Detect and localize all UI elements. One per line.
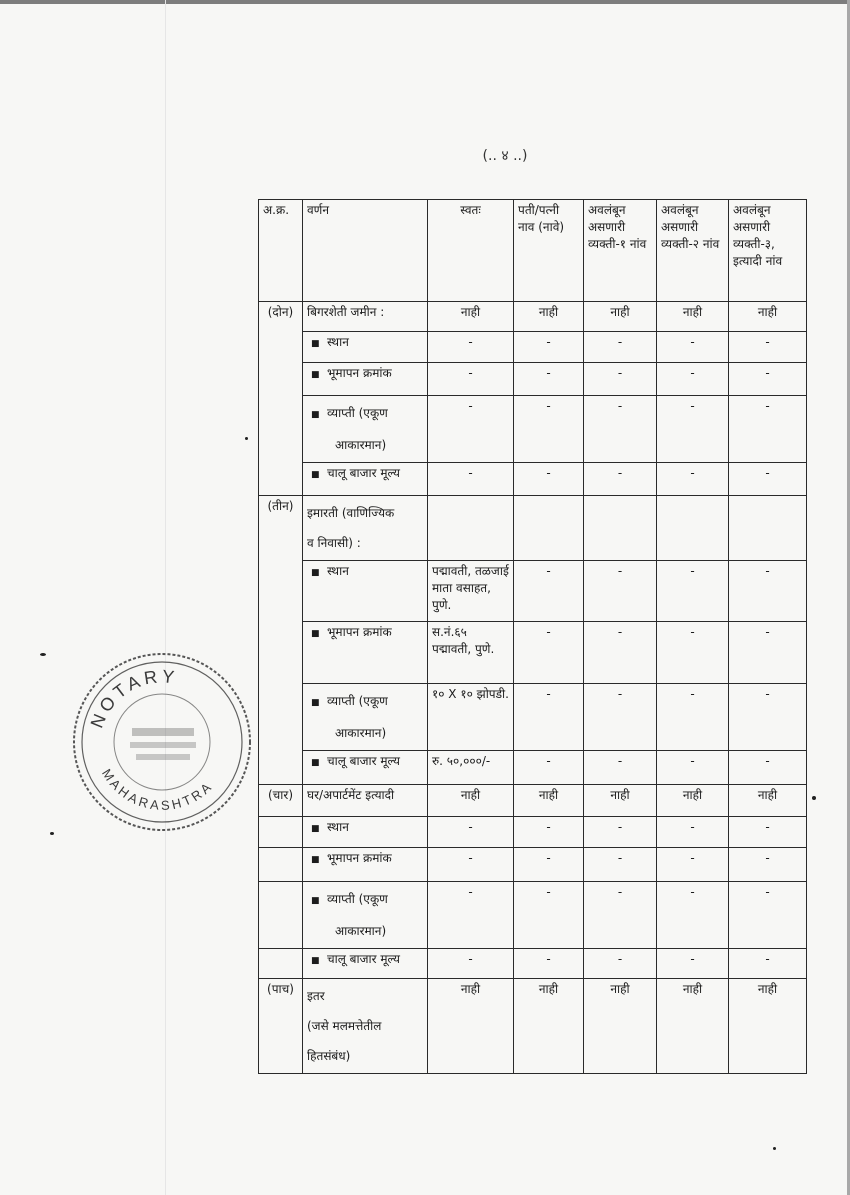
value-cell: - xyxy=(729,622,807,684)
serial-cell xyxy=(259,882,303,949)
value-cell: - xyxy=(729,561,807,622)
notary-stamp xyxy=(70,650,255,835)
value-cell: - xyxy=(657,684,729,751)
value-cell: - xyxy=(514,848,584,882)
value-cell: - xyxy=(584,848,657,882)
bullet-icon: ■ xyxy=(311,824,320,834)
serial-cell xyxy=(259,463,303,496)
table-row xyxy=(259,848,807,882)
section-title: घर/अपार्टमेंट इत्यादी xyxy=(303,785,428,817)
row-label-cell xyxy=(303,332,428,363)
value-cell: १० X १० झोपडी. xyxy=(428,684,514,751)
page-number: (.. ४ ..) xyxy=(482,148,528,164)
value-cell: - xyxy=(729,332,807,363)
serial-cell: (दोन) xyxy=(259,302,303,332)
table-row xyxy=(259,396,807,463)
value-cell: - xyxy=(514,622,584,684)
value-cell: पद्मावती, तळजाई माता वसाहत, पुणे. xyxy=(428,561,514,622)
table-row xyxy=(259,949,807,979)
value-cell: - xyxy=(428,332,514,363)
bullet-icon: ■ xyxy=(311,855,320,865)
serial-cell xyxy=(259,622,303,684)
table-row xyxy=(259,684,807,751)
table-row xyxy=(259,463,807,496)
header-description: वर्णन xyxy=(303,200,428,302)
value-cell: - xyxy=(729,848,807,882)
value-cell: - xyxy=(428,463,514,496)
table-row xyxy=(259,751,807,785)
row-label: चालू बाजार मूल्य xyxy=(327,952,400,966)
value-cell: - xyxy=(729,363,807,396)
table-row xyxy=(259,332,807,363)
value-cell: नाही xyxy=(657,302,729,332)
header-spouse: पती/पत्नी नाव (नावे) xyxy=(514,200,584,302)
value-cell: - xyxy=(514,396,584,463)
serial-cell xyxy=(259,396,303,463)
value-cell: - xyxy=(657,751,729,785)
value-cell xyxy=(657,496,729,561)
value-cell: - xyxy=(657,363,729,396)
serial-cell xyxy=(259,949,303,979)
value-cell: - xyxy=(584,882,657,949)
serial-cell: (तीन) xyxy=(259,496,303,561)
value-cell: नाही xyxy=(584,979,657,1074)
section-title-line-3: हितसंबंध) xyxy=(307,1049,351,1063)
serial-cell xyxy=(259,751,303,785)
bullet-icon: ■ xyxy=(311,758,320,768)
table-header-row xyxy=(259,200,807,302)
value-cell: - xyxy=(584,561,657,622)
section-title xyxy=(303,979,428,1074)
table-row xyxy=(259,882,807,949)
section-title-line-2: (जसे मलमत्तेतील xyxy=(307,1019,382,1033)
value-cell: - xyxy=(657,463,729,496)
table-row xyxy=(259,785,807,817)
value-cell: - xyxy=(584,396,657,463)
section-title-line-2: व निवासी) : xyxy=(307,536,361,550)
bullet-icon: ■ xyxy=(311,698,320,708)
value-cell: - xyxy=(584,363,657,396)
value-cell: - xyxy=(514,684,584,751)
bullet-icon: ■ xyxy=(311,470,320,480)
value-cell: - xyxy=(514,332,584,363)
row-label-continued: आकारमान) xyxy=(335,438,387,452)
value-cell: - xyxy=(584,817,657,848)
scan-speck xyxy=(50,832,54,835)
row-label-cell xyxy=(303,848,428,882)
value-cell: - xyxy=(514,882,584,949)
section-title: बिगरशेती जमीन : xyxy=(303,302,428,332)
value-cell: - xyxy=(514,463,584,496)
row-label-continued: आकारमान) xyxy=(335,726,387,740)
value-cell: - xyxy=(428,363,514,396)
table-row xyxy=(259,979,807,1074)
header-dependent-1: अवलंबून असणारी व्यक्ती-१ नांव xyxy=(584,200,657,302)
value-cell: नाही xyxy=(657,785,729,817)
value-cell: - xyxy=(729,684,807,751)
stamp-text-bottom: MAHARASHTRA xyxy=(99,766,216,814)
bullet-icon: ■ xyxy=(311,339,320,349)
scan-edge-top xyxy=(0,0,850,4)
section-title-line-1: इमारती (वाणिज्यिक xyxy=(307,506,395,520)
scan-speck xyxy=(812,796,816,800)
value-cell: - xyxy=(657,949,729,979)
row-label: स्थान xyxy=(327,335,349,349)
bullet-icon: ■ xyxy=(311,370,320,380)
value-cell: - xyxy=(657,622,729,684)
serial-cell xyxy=(259,363,303,396)
value-cell: - xyxy=(584,622,657,684)
value-cell: नाही xyxy=(657,979,729,1074)
value-cell: - xyxy=(428,817,514,848)
serial-cell: (पाच) xyxy=(259,979,303,1074)
table-row xyxy=(259,496,807,561)
value-cell: नाही xyxy=(729,785,807,817)
value-cell xyxy=(514,496,584,561)
value-cell: नाही xyxy=(584,785,657,817)
value-cell: - xyxy=(514,949,584,979)
value-cell: - xyxy=(428,848,514,882)
value-cell: - xyxy=(514,363,584,396)
value-cell: - xyxy=(584,751,657,785)
bullet-icon: ■ xyxy=(311,956,320,966)
row-label: चालू बाजार मूल्य xyxy=(327,466,400,480)
value-cell xyxy=(584,496,657,561)
value-cell: नाही xyxy=(514,979,584,1074)
row-label-cell xyxy=(303,463,428,496)
table-row xyxy=(259,363,807,396)
table-row xyxy=(259,817,807,848)
row-label: भूमापन क्रमांक xyxy=(327,851,392,865)
value-cell: - xyxy=(428,882,514,949)
value-cell: नाही xyxy=(428,785,514,817)
row-label: भूमापन क्रमांक xyxy=(327,625,392,639)
value-cell: - xyxy=(729,817,807,848)
bullet-icon: ■ xyxy=(311,896,320,906)
value-cell: - xyxy=(514,751,584,785)
row-label-cell xyxy=(303,684,428,751)
row-label: व्याप्ती (एकूण xyxy=(327,694,388,708)
asset-declaration-table xyxy=(258,199,807,1074)
serial-cell xyxy=(259,561,303,622)
value-cell: - xyxy=(657,817,729,848)
row-label-cell xyxy=(303,622,428,684)
value-cell: - xyxy=(657,332,729,363)
header-self: स्वतः xyxy=(428,200,514,302)
row-label-cell xyxy=(303,561,428,622)
value-cell: - xyxy=(514,561,584,622)
value-cell: - xyxy=(657,848,729,882)
fold-line xyxy=(165,0,166,1195)
row-label-cell xyxy=(303,396,428,463)
value-cell: - xyxy=(729,949,807,979)
serial-cell xyxy=(259,684,303,751)
table-row xyxy=(259,622,807,684)
value-cell: - xyxy=(514,817,584,848)
scan-speck xyxy=(40,653,46,656)
row-label: चालू बाजार मूल्य xyxy=(327,754,400,768)
value-cell: - xyxy=(729,751,807,785)
value-cell: - xyxy=(657,396,729,463)
value-cell: - xyxy=(729,396,807,463)
serial-cell xyxy=(259,817,303,848)
serial-cell: (चार) xyxy=(259,785,303,817)
scan-speck xyxy=(245,437,248,440)
row-label: स्थान xyxy=(327,564,349,578)
section-title-line-1: इतर xyxy=(307,989,325,1003)
row-label-cell xyxy=(303,751,428,785)
value-cell: - xyxy=(584,949,657,979)
value-cell: नाही xyxy=(428,302,514,332)
row-label-cell xyxy=(303,949,428,979)
value-cell: नाही xyxy=(514,785,584,817)
value-cell: - xyxy=(428,949,514,979)
value-cell: नाही xyxy=(729,302,807,332)
row-label: स्थान xyxy=(327,820,349,834)
section-title xyxy=(303,496,428,561)
row-label-cell xyxy=(303,817,428,848)
header-dependent-2: अवलंबून असणारी व्यक्ती-२ नांव xyxy=(657,200,729,302)
value-cell: - xyxy=(428,396,514,463)
value-cell: रु. ५०,०००/- xyxy=(428,751,514,785)
table-row xyxy=(259,302,807,332)
serial-cell xyxy=(259,848,303,882)
value-cell: नाही xyxy=(428,979,514,1074)
row-label: व्याप्ती (एकूण xyxy=(327,892,388,906)
header-serial: अ.क्र. xyxy=(259,200,303,302)
row-label-cell xyxy=(303,882,428,949)
value-cell: नाही xyxy=(514,302,584,332)
value-cell: नाही xyxy=(729,979,807,1074)
value-cell: - xyxy=(729,463,807,496)
value-cell: - xyxy=(584,684,657,751)
value-cell: - xyxy=(729,882,807,949)
bullet-icon: ■ xyxy=(311,410,320,420)
stamp-text-top: NOTARY xyxy=(86,666,180,731)
value-cell: - xyxy=(657,882,729,949)
serial-cell xyxy=(259,332,303,363)
bullet-icon: ■ xyxy=(311,568,320,578)
value-cell: नाही xyxy=(584,302,657,332)
row-label-continued: आकारमान) xyxy=(335,924,387,938)
value-cell: स.नं.६५ पद्मावती, पुणे. xyxy=(428,622,514,684)
value-cell: - xyxy=(584,332,657,363)
table-row xyxy=(259,561,807,622)
header-dependent-3: अवलंबून असणारी व्यक्ती-३, इत्यादी नांव xyxy=(729,200,807,302)
bullet-icon: ■ xyxy=(311,629,320,639)
value-cell: - xyxy=(657,561,729,622)
scan-speck xyxy=(773,1147,776,1150)
value-cell xyxy=(729,496,807,561)
value-cell xyxy=(428,496,514,561)
row-label: भूमापन क्रमांक xyxy=(327,366,392,380)
value-cell: - xyxy=(584,463,657,496)
row-label: व्याप्ती (एकूण xyxy=(327,406,388,420)
row-label-cell xyxy=(303,363,428,396)
